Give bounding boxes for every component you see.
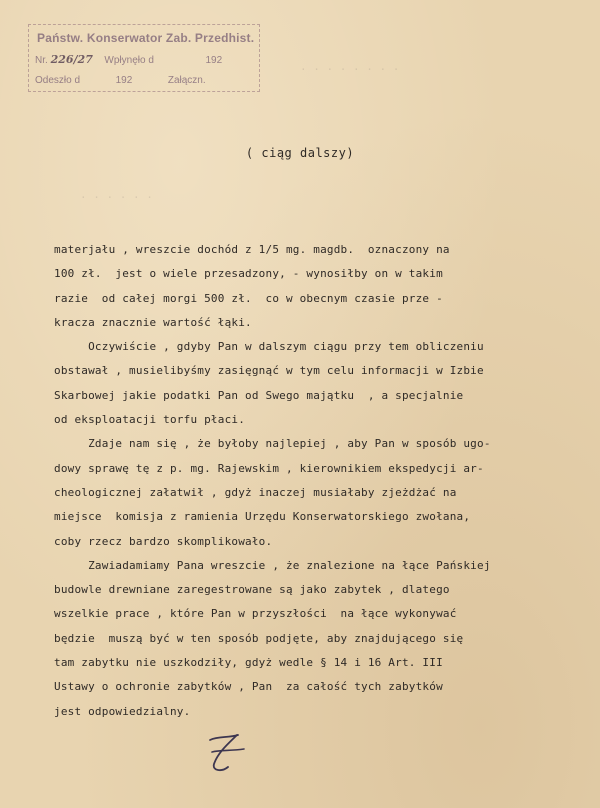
stamp-received-year: 192 bbox=[205, 55, 223, 66]
bleed-through-text: . . . . . . bbox=[80, 188, 153, 201]
stamp-number-value: 226/27 bbox=[50, 53, 93, 66]
letter-line: Zdaje nam się , że byłoby najlepiej , aby Pan w sposób ugo- bbox=[54, 437, 491, 451]
letter-line: razie od całej morgi 500 zł. co w obecnym czasie prze - bbox=[54, 291, 443, 305]
stamp-sent-year: 192 bbox=[115, 75, 133, 86]
stamp-number-label: Nr. bbox=[35, 55, 48, 66]
letter-line: jest odpowiedzialny. bbox=[54, 704, 191, 718]
letter-line: dowy sprawę tę z p. mg. Rajewskim , kierownikiem ekspedycji ar- bbox=[54, 461, 484, 475]
letter-line: Zawiadamiamy Pana wreszcie , że znalezione na łące Pańskiej bbox=[54, 558, 491, 572]
bleed-through-text: . . . . . . . . bbox=[300, 60, 400, 73]
letter-line: Oczywiście , gdyby Pan w dalszym ciągu przy tem obliczeniu bbox=[54, 340, 484, 354]
letter-line: wszelkie prace , które Pan w przyszłości na łące wykonywać bbox=[54, 607, 457, 621]
letter-line: budowle drewniane zaregestrowane są jako zabytek , dlatego bbox=[54, 583, 450, 597]
letter-line: miejsce komisja z ramienia Urzędu Konserwatorskiego zwołana, bbox=[54, 510, 471, 524]
signature-mark bbox=[204, 726, 254, 776]
stamp-number-row bbox=[35, 53, 222, 66]
stamp-attachments-label: Załączn. bbox=[167, 75, 206, 86]
letter-line: tam zabytku nie uszkodziły, gdyż wedle § 14 i 16 Art. III bbox=[54, 656, 443, 670]
letter-line: będzie muszą być w ten sposób podjęte, aby znajdującego się bbox=[54, 631, 464, 645]
letter-line: Skarbowej jakie podatki Pan od Swego majątku , a specjalnie bbox=[54, 388, 464, 402]
letter-line: Ustawy o ochronie zabytków , Pan za całość tych zabytków bbox=[54, 680, 443, 694]
letter-line: 100 zł. jest o wiele przesadzony, - wynosiłby on w takim bbox=[54, 267, 443, 281]
letter-line: coby rzecz bardzo skomplikowało. bbox=[54, 534, 273, 548]
letter-line: materjału , wreszcie dochód z 1/5 mg. magdb. oznaczony na bbox=[54, 243, 450, 256]
continuation-heading: ( ciąg dalszy) bbox=[245, 146, 355, 160]
letter-line: cheologicznej załatwił , gdyż inaczej musiałaby zjeżdżać na bbox=[54, 485, 457, 499]
stamp-title: Państw. Konserwator Zab. Przedhist. bbox=[37, 31, 255, 45]
stamp-received-label: Wpłynęło d bbox=[104, 55, 154, 66]
letter-line: kracza znacznie wartość łąki. bbox=[54, 315, 252, 329]
letter-line: od eksploatacji torfu płaci. bbox=[54, 413, 246, 427]
letter-line: obstawał , musielibyśmy zasięgnąć w tym celu informacji w Izbie bbox=[54, 364, 484, 378]
stamp-sent-label: Odeszło d bbox=[35, 75, 81, 86]
letter-body bbox=[54, 238, 574, 724]
stamp-sent-row bbox=[35, 75, 206, 86]
registry-stamp bbox=[28, 24, 260, 92]
